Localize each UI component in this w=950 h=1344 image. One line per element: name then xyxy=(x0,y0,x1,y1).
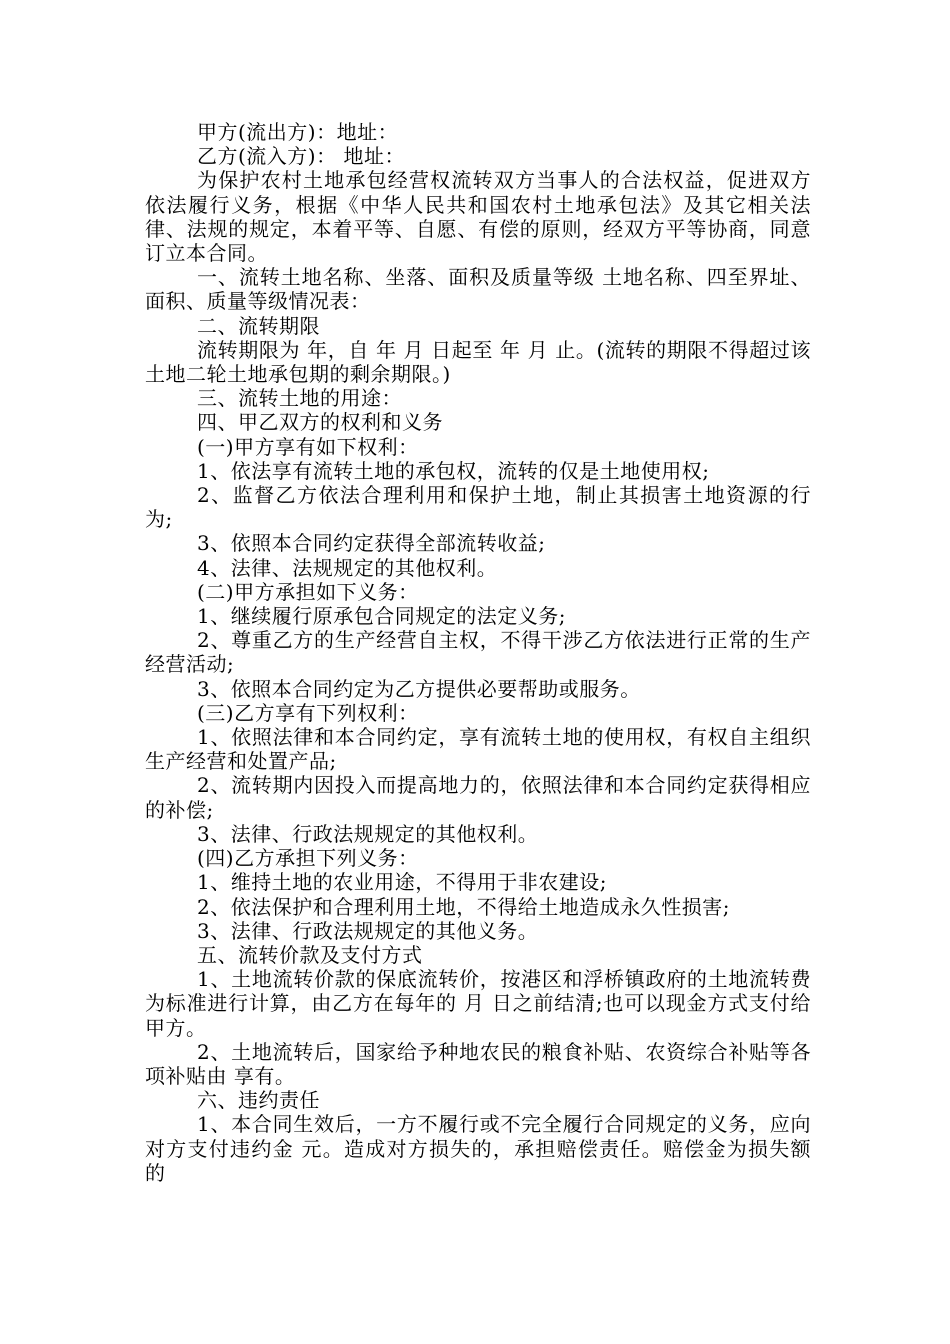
clause-item: 1、依照法律和本合同约定，享有流转土地的使用权，有权自主组织生产经营和处置产品; xyxy=(145,725,811,774)
clause-item: 2、土地流转后，国家给予种地农民的粮食补贴、农资综合补贴等各项补贴由 享有。 xyxy=(145,1039,811,1088)
clause-item: 2、流转期内因投入而提高地力的，依照法律和本合同约定获得相应的补偿; xyxy=(145,773,811,822)
party-b-line: 乙方(流入方)： 地址： xyxy=(197,144,405,169)
clause-item: 2、监督乙方依法合理利用和保护土地，制止其损害土地资源的行为; xyxy=(145,483,811,532)
section-3-heading: 三、流转土地的用途： xyxy=(197,386,402,411)
clause-item: 3、依照本合同约定获得全部流转收益; xyxy=(197,531,546,556)
subsection-heading: (四)乙方承担下列义务： xyxy=(197,846,419,871)
section-1-heading: 一、流转土地名称、坐落、面积及质量等级 土地名称、四至界址、面积、质量等级情况表： xyxy=(145,265,811,314)
subsection-heading: (二)甲方承担如下义务： xyxy=(197,579,419,604)
clause-item: 1、维持土地的农业用途，不得用于非农建设; xyxy=(197,870,607,895)
clause-item: 1、依法享有流转土地的承包权，流转的仅是土地使用权; xyxy=(197,458,710,483)
clause-item: 2、依法保护和合理利用土地，不得给土地造成永久性损害; xyxy=(197,894,730,919)
clause-item: 1、继续履行原承包合同规定的法定义务; xyxy=(197,604,566,629)
party-a-line: 甲方(流出方)：地址： xyxy=(197,120,399,144)
clause-item: 1、土地流转价款的保底流转价，按港区和浮桥镇政府的土地流转费为标准进行计算，由乙方在每年的 月 日之前结清;也可以现金方式支付给甲方。 xyxy=(145,967,811,1040)
clause-item: 2、尊重乙方的生产经营自主权，不得干涉乙方依法进行正常的生产经营活动; xyxy=(145,628,811,677)
contract-body xyxy=(145,120,811,1185)
clause-item: 1、本合同生效后，一方不履行或不完全履行合同规定的义务，应向对方支付违约金 元。造成对方损失的，承担赔偿责任。赔偿金为损失额 的 xyxy=(145,1112,811,1185)
preamble-paragraph: 为保护农村土地承包经营权流转双方当事人的合法权益，促进双方依法履行义务，根据《中华人民共和国农村土地承包法》及其它相关法律、法规的规定，本着平等、自愿、有偿的原则，经双方平等协商，同意订立本合同。 xyxy=(145,168,811,266)
section-2-heading: 二、流转期限 xyxy=(197,313,320,338)
subsection-heading: (三)乙方享有下列权利： xyxy=(197,700,419,725)
clause-item: 3、法律、行政法规规定的其他义务。 xyxy=(197,918,539,943)
section-6-heading: 六、违约责任 xyxy=(197,1088,320,1113)
clause-item: 3、依照本合同约定为乙方提供必要帮助或服务。 xyxy=(197,676,641,701)
section-4-heading: 四、甲乙双方的权利和义务 xyxy=(197,410,443,435)
clause-item: 4、法律、法规规定的其他权利。 xyxy=(197,555,498,580)
subsection-heading: (一)甲方享有如下权利： xyxy=(197,434,419,459)
section-5-heading: 五、流转价款及支付方式 xyxy=(197,942,423,967)
term-paragraph: 流转期限为 年，自 年 月 日起至 年 月 止。(流转的期限不得超过该土地二轮土地承包期的剩余期限。) xyxy=(145,337,811,387)
clause-item: 3、法律、行政法规规定的其他权利。 xyxy=(197,821,539,846)
